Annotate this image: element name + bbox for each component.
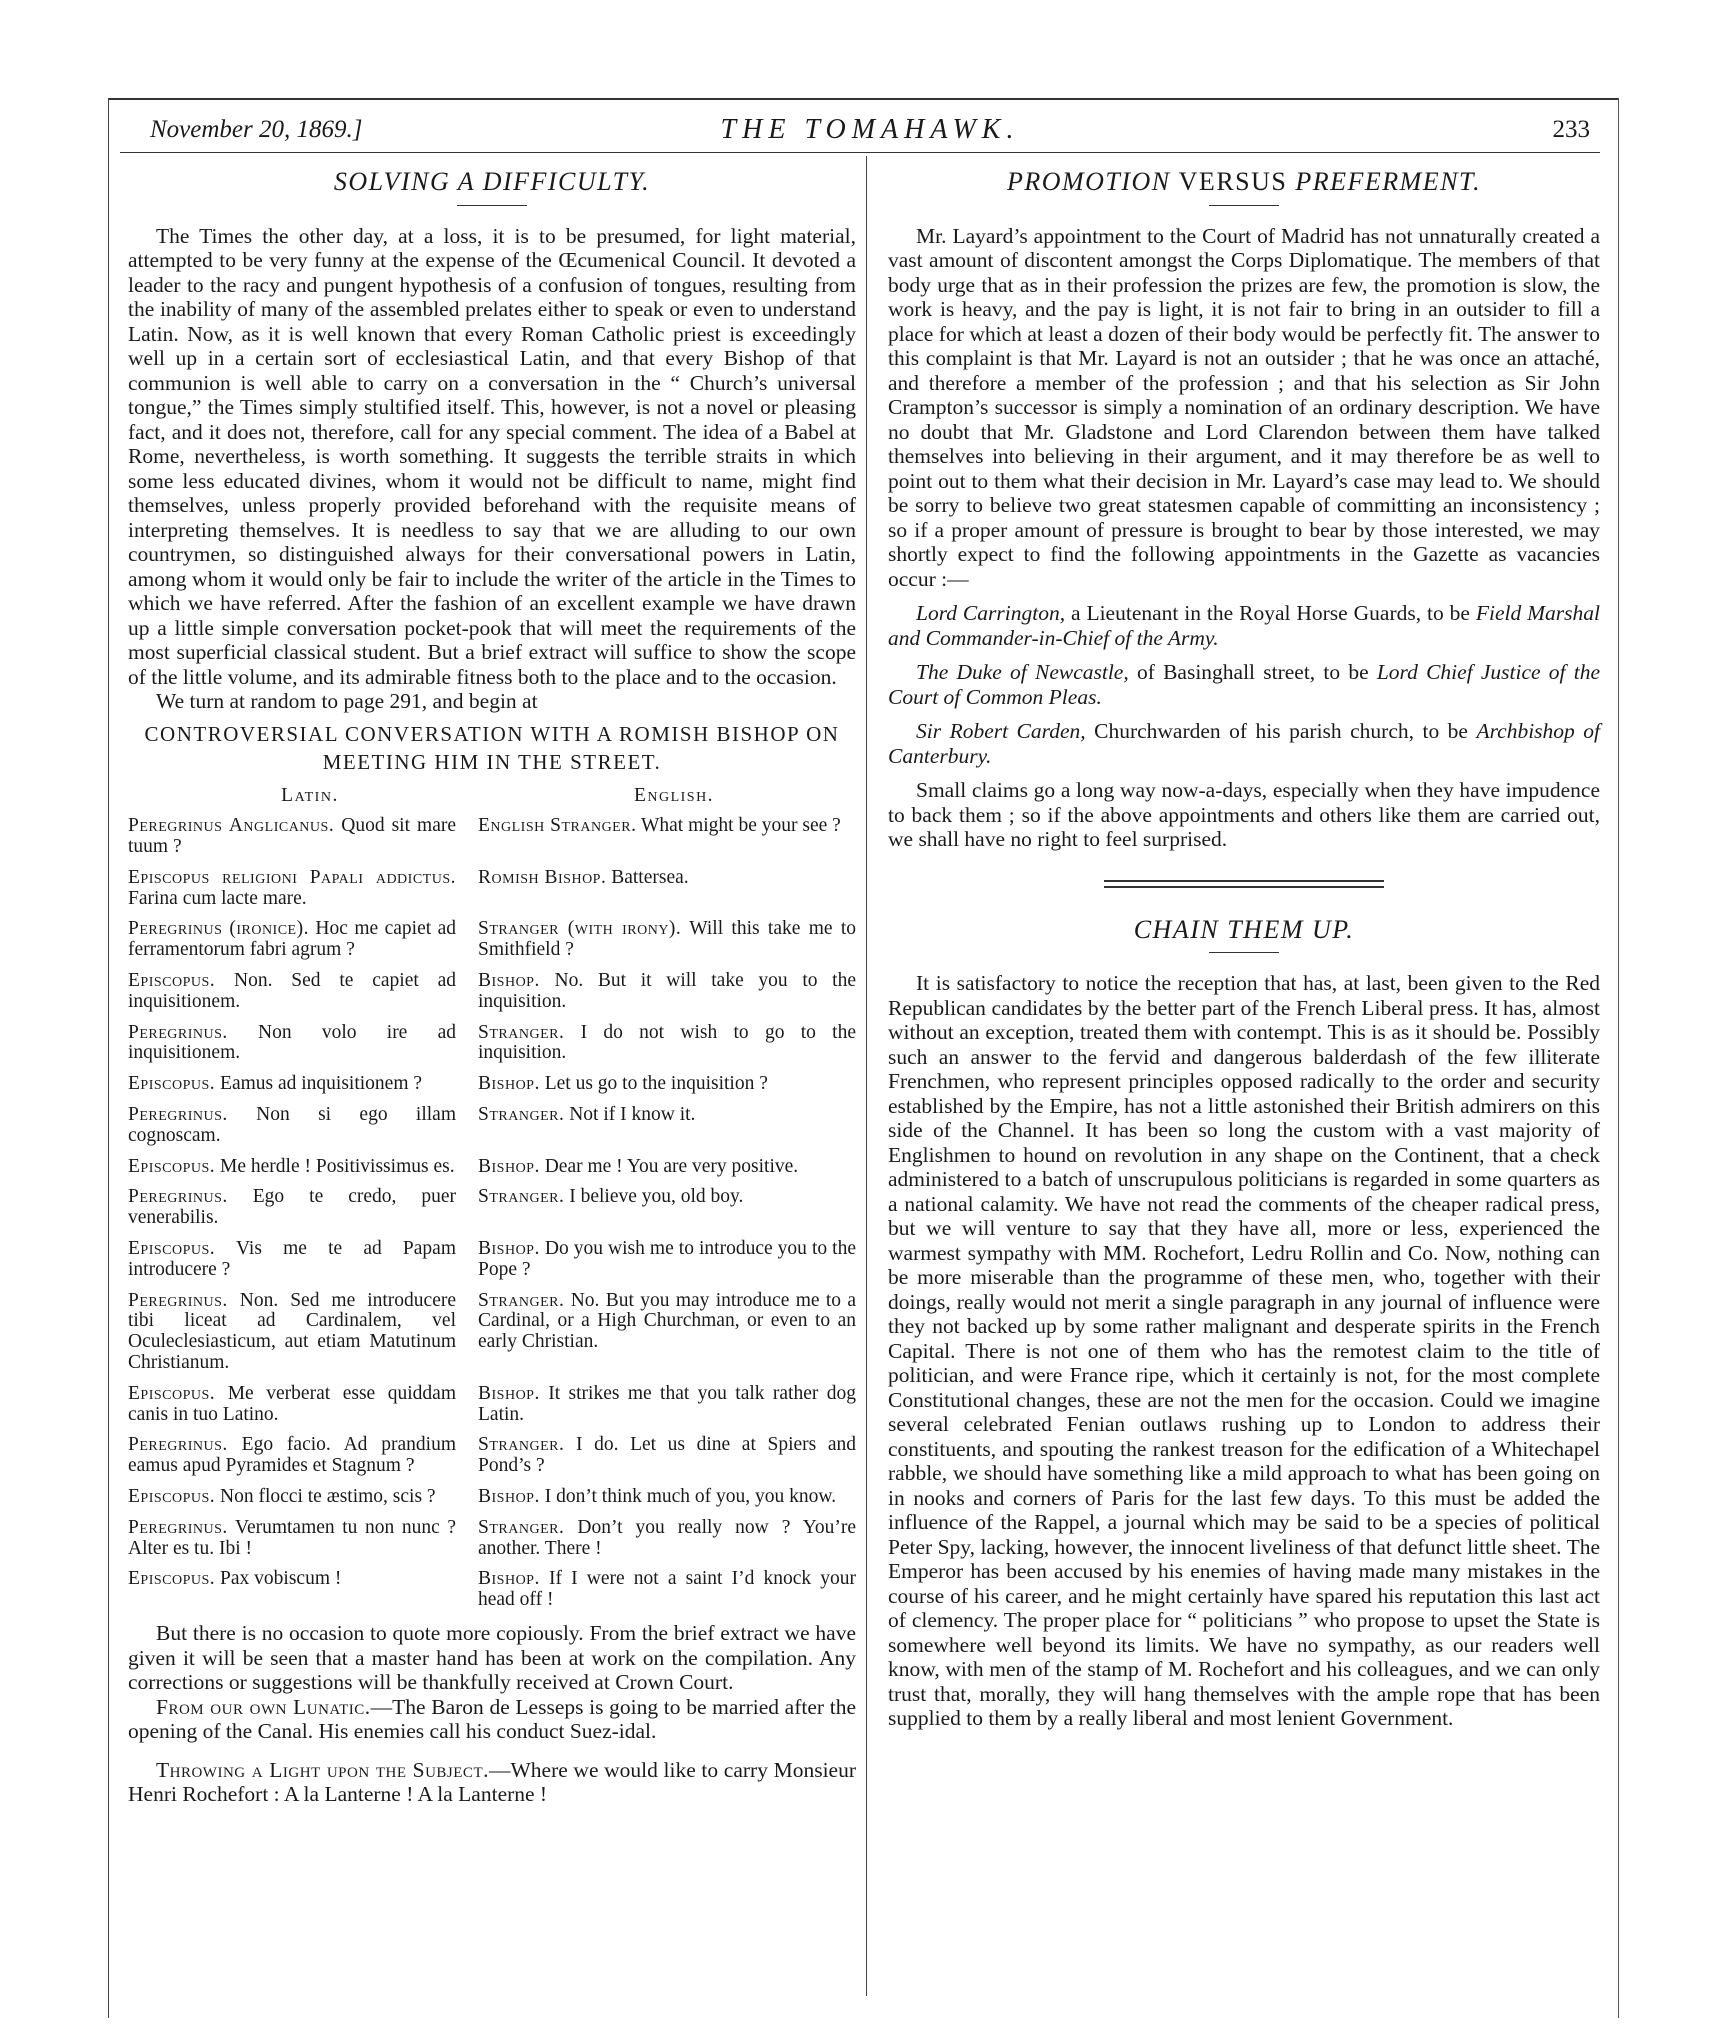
appointment-item bbox=[888, 601, 1600, 650]
title-rule bbox=[457, 205, 527, 206]
speech-english: I do. Let us dine at Spiers and Pond’s ? bbox=[478, 1434, 857, 1477]
dialogue-row bbox=[128, 1384, 856, 1426]
speaker-latin: Peregrinus. bbox=[128, 1434, 228, 1456]
speaker-english: Stranger. bbox=[478, 1434, 565, 1456]
speaker-english: Stranger. bbox=[478, 1021, 565, 1043]
article-body-turn: We turn at random to page 291, and begin at bbox=[156, 689, 538, 713]
speaker-english: Stranger (with irony). bbox=[478, 918, 682, 940]
english-line bbox=[478, 1518, 856, 1560]
appointee-name: The Duke of Newcastle, bbox=[916, 660, 1129, 684]
speaker-latin: Peregrinus. bbox=[128, 1186, 228, 1208]
speech-latin: Non flocci te æstimo, scis ? bbox=[220, 1486, 436, 1508]
english-line bbox=[478, 816, 856, 858]
speech-english: I do not wish to go to the inquisition. bbox=[478, 1021, 856, 1064]
speaker-english: Bishop. bbox=[478, 1238, 540, 1260]
page-border-left bbox=[108, 98, 109, 2018]
speaker-latin: Episcopus. bbox=[128, 970, 216, 992]
speech-latin: Pax vobiscum ! bbox=[220, 1568, 342, 1590]
speech-english: Will this take me to Smithfield ? bbox=[478, 918, 856, 961]
speech-english: No. But it will take you to the inquisition. bbox=[478, 970, 856, 1012]
latin-line bbox=[128, 1487, 478, 1508]
speaker-latin: Episcopus religioni Papali addictus. bbox=[128, 866, 456, 888]
dialogue-row bbox=[128, 1435, 856, 1477]
speaker-latin: Peregrinus. bbox=[128, 1104, 228, 1126]
latin-line bbox=[128, 1187, 478, 1229]
speaker-latin: Peregrinus. bbox=[128, 1516, 228, 1538]
page-border-right bbox=[1618, 98, 1619, 2018]
article-body: It is satisfactory to notice the reception that has, at last, been given to the Red Republican candidates by the better part of the French Liberal press. It has, almost without an exception, treated them with contempt. This is as it should be. Possibly such an answer to the fervid and dangerous balderdash of the few illiterate Frenchmen, who represent principles opposed radically to the order and security established by the Empire, has not a little astonished their British admirers on this side of the Channel. It has been so long the custom with a vast majority of Englishmen to hound on revolution in any shape on the Continent, that a check administered to a batch of unscrupulous politicians is regarded in some quarters as a national calamity. We have not read the comments of the cheaper radical press, but we will venture to say that they have all, more or less, experienced the warmest sympathy with MM. Rochefort, Ledru Rollin and Co. Now, nothing can be more miserable than the programme of these men, who, together with their doings, really would not merit a single paragraph in any journal of influence were they not backed up by some rather malignant and desperate spirits in the French Capital. There is not one of them who has the remotest claim to the title of politician, and were France ripe, which it certainly is not, for the most complete Constitutional changes, these are not the men for the occasion. Could we imagine several celebrated Fenian outlaws rushing up to London to address their constituents, and spouting the rankest treason for the edification of a Whitechapel rabble, we should have something like a mild approach to what has been going on in nooks and corners of Paris for the last few days. To this must be added the influence of the Rappel, a journal which may be said to be a species of political Peter Spy, lacking, however, the innocent liveliness of that defunct little sheet. The Emperor has been accused by his enemies of having made many mistakes in the course of his career, and he might certainly have spared his reputation this last act of clemency. The proper place for “ politicians ” who propose to upset the State is somewhere well beyond its limits. We have no sympathy, as our readers well know, with men of the stamp of M. Rochefort and his colleagues, and we can only trust that, morally, they will hang themselves with the ample rope that has been supplied to them by a really liberal and most lenient Government. bbox=[888, 971, 1600, 1730]
page-number: 233 bbox=[1552, 116, 1590, 143]
article-body: The Times the other day, at a loss, it is to be presumed, for light material, attempted to be very funny at the expense of the Œcumenical Council. It devoted a leader to the racy and pungent hypothesis of a confusion of tongues, resulting from the inability of many of the assembled prelates either to speak or even to understand Latin. Now, as it is well known that every Roman Catholic priest is exceedingly well up in a certain sort of ecclesiastical Latin, and that every Bishop of that communion is well able to carry on a conversation in the “ Church’s universal tongue,” the Times simply stultified itself. This, however, is not a novel or pleasing fact, and it does not, therefore, call for any special comment. The idea of a Babel at Rome, nevertheless, is worth something. It suggests the terrible straits in which some less educated divines, whom it would not be difficult to name, might find themselves, unless properly provided beforehand with the requisite means of interpreting themselves. It is needless to say that we are alluding to our own countrymen, so distinguished always for their conversational powers in Latin, among whom it would only be fair to include the writer of the article in the Times to which we have referred. After the fashion of an excellent example we have drawn up a little simple conversation pocket-pook that will meet the requirements of the most superficial classical student. But a brief extract will suffice to show the scope of the little volume, and its admirable fitness both to the place and to the occasion. bbox=[128, 223, 856, 689]
english-line bbox=[478, 1487, 856, 1508]
latin-line bbox=[128, 1518, 478, 1560]
latin-line bbox=[128, 816, 478, 858]
english-line bbox=[478, 1074, 856, 1095]
speaker-latin: Episcopus. bbox=[128, 1486, 216, 1508]
appointment-description: of Basinghall street, to be bbox=[1128, 660, 1377, 684]
speaker-latin: Episcopus. bbox=[128, 1568, 216, 1590]
dialogue-row bbox=[128, 1518, 856, 1560]
speech-latin: Non volo ire ad inquisitionem. bbox=[128, 1021, 456, 1064]
latin-line bbox=[128, 919, 478, 961]
english-line bbox=[478, 1023, 856, 1065]
latin-line bbox=[128, 868, 478, 910]
appointment-description: Churchwarden of his parish church, to be bbox=[1085, 719, 1477, 743]
speaker-latin: Peregrinus Anglicanus. bbox=[128, 815, 335, 837]
title-part: PROMOTION bbox=[1006, 167, 1171, 196]
paragraph-text: —The Baron de Lesseps is going to be married after the opening of the Canal. His enemies call his conduct Suez-idal. bbox=[128, 1694, 856, 1743]
english-line bbox=[478, 1105, 856, 1147]
article-title-solving-a-difficulty: SOLVING A DIFFICULTY. bbox=[333, 167, 651, 196]
appointment-item bbox=[888, 719, 1600, 768]
speech-latin: Me verberat esse quiddam canis in tuo Latino. bbox=[128, 1382, 456, 1425]
latin-line bbox=[128, 1074, 478, 1095]
latin-line bbox=[128, 1023, 478, 1065]
appointment-description: a Lieutenant in the Royal Horse Guards, to be bbox=[1065, 601, 1476, 625]
section-divider bbox=[1104, 880, 1384, 888]
speech-english: Let us go to the inquisition ? bbox=[544, 1073, 768, 1095]
speech-english: Not if I know it. bbox=[569, 1104, 696, 1126]
paragraph-text: —Where we would like to carry Monsieur Henri Rochefort : A la Lanterne ! A la Lanterne ! bbox=[128, 1757, 856, 1806]
speaker-english: Bishop. bbox=[478, 970, 540, 992]
english-line bbox=[478, 971, 856, 1013]
speaker-latin: Episcopus. bbox=[128, 1382, 216, 1404]
right-column bbox=[888, 160, 1600, 1731]
running-header bbox=[150, 112, 1590, 148]
title-rule bbox=[1209, 952, 1279, 953]
title-part: VERSUS bbox=[1178, 167, 1288, 196]
article-title-chain-them-up: CHAIN THEM UP. bbox=[1133, 914, 1355, 944]
speaker-english: Stranger. bbox=[478, 1186, 565, 1208]
speaker-english: Bishop. bbox=[478, 1382, 540, 1404]
publication-title: THE TOMAHAWK. bbox=[720, 114, 1020, 145]
english-line bbox=[478, 1569, 856, 1611]
appointments-list bbox=[888, 601, 1600, 768]
speech-english: What might be your see ? bbox=[640, 815, 841, 837]
speaker-english: Bishop. bbox=[478, 1568, 540, 1590]
appointment-post: Archbishop of Canterbury. bbox=[888, 719, 1600, 768]
speech-latin: Vis me te ad Papam introducere ? bbox=[128, 1238, 456, 1280]
speaker-english: Bishop. bbox=[478, 1073, 540, 1095]
speaker-english: Romish Bishop. bbox=[478, 866, 607, 888]
left-column bbox=[128, 160, 856, 1807]
english-line bbox=[478, 1435, 856, 1477]
speech-latin: Farina cum lacte mare. bbox=[128, 887, 307, 909]
english-line bbox=[478, 1187, 856, 1229]
dialogue-row bbox=[128, 1291, 856, 1374]
dialogue-row bbox=[128, 1157, 856, 1178]
english-line bbox=[478, 1239, 856, 1281]
speech-english: Do you wish me to introduce you to the Pope ? bbox=[478, 1238, 857, 1280]
latin-line bbox=[128, 1384, 478, 1426]
paragraph-lead: Throwing a Light upon the Subject. bbox=[156, 1757, 489, 1782]
latin-line bbox=[128, 1435, 478, 1477]
dialogue-row bbox=[128, 971, 856, 1013]
conversation-heading: CONTROVERSIAL CONVERSATION WITH A ROMISH BISHOP ON MEETING HIM IN THE STREET. bbox=[144, 721, 840, 774]
speech-latin: Quod sit mare tuum ? bbox=[128, 815, 457, 858]
appointment-post: Lord Chief Justice of the Court of Common Pleas. bbox=[888, 660, 1600, 709]
speech-latin: Verumtamen tu non nunc ? Alter es tu. Ibi ! bbox=[128, 1516, 456, 1559]
latin-line bbox=[128, 1105, 478, 1147]
dialogue-row bbox=[128, 1023, 856, 1065]
latin-line bbox=[128, 971, 478, 1013]
english-line bbox=[478, 1384, 856, 1426]
speech-latin: Me herdle ! Positivissimus es. bbox=[220, 1155, 455, 1177]
paragraph-lunatic bbox=[128, 1695, 856, 1744]
dialogue-table bbox=[128, 786, 856, 1612]
english-column-header: English. bbox=[633, 784, 715, 806]
dialogue-row bbox=[128, 919, 856, 961]
english-line bbox=[478, 919, 856, 961]
paragraph-light bbox=[128, 1758, 856, 1807]
speaker-latin: Peregrinus. bbox=[128, 1289, 228, 1311]
latin-column-header: Latin. bbox=[281, 784, 339, 806]
appointment-item bbox=[888, 660, 1600, 709]
article-closing: But there is no occasion to quote more copiously. From the brief extract we have given it will be seen that a master hand has been at work on the compilation. Any corrections or suggestions will be thankfully received at Crown Court. bbox=[128, 1621, 856, 1694]
english-line bbox=[478, 868, 856, 910]
appointee-name: Sir Robert Carden, bbox=[916, 719, 1086, 743]
dialogue-header bbox=[128, 786, 856, 807]
speech-latin: Non. Sed te capiet ad inquisitionem. bbox=[128, 970, 456, 1012]
speech-english: If I were not a saint I’d knock your head off ! bbox=[478, 1568, 857, 1611]
dialogue-rows bbox=[128, 816, 856, 1611]
speech-english: Battersea. bbox=[611, 866, 689, 888]
speech-english: It strikes me that you talk rather dog Latin. bbox=[478, 1382, 857, 1425]
speech-english: Dear me ! You are very positive. bbox=[544, 1155, 799, 1177]
dialogue-row bbox=[128, 1187, 856, 1229]
speaker-english: Stranger. bbox=[478, 1104, 565, 1126]
page-border-top bbox=[108, 98, 1618, 100]
dialogue-row bbox=[128, 1569, 856, 1611]
speech-english: I don’t think much of you, you know. bbox=[544, 1486, 837, 1508]
article-body: Mr. Layard’s appointment to the Court of Madrid has not unnaturally created a vast amount of discontent amongst the Corps Diplomatique. The members of that body urge that as in their profession the prizes are few, the promotion is slow, the work is heavy, and the pay is light, it is not fair to bring in an outsider to fill a place for which at least a dozen of their body would be perfectly fit. The answer to this complaint is that Mr. Layard is not an outsider ; that he was once an attaché, and therefore a member of the profession ; and that his selection as Sir John Crampton’s successor is simply a nomination of an ordinary description. We have no doubt that Mr. Gladstone and Lord Clarendon between them have talked themselves into believing in their argument, and it may therefore be as well to point out to them what their decision in Mr. Layard’s case may lead to. We should be sorry to believe two great statesmen capable of committing an inconsistency ; so if a proper amount of pressure is brought to bear by those interested, we may shortly expect to find the following appointments in the Gazette as vacancies occur :— bbox=[888, 223, 1600, 591]
speaker-latin: Episcopus. bbox=[128, 1155, 216, 1177]
speech-latin: Non. Sed me introducere tibi liceat ad Cardinalem, vel Oculeclesiasticum, aut etiam Matutinum Christianum. bbox=[128, 1289, 457, 1374]
speaker-latin: Episcopus. bbox=[128, 1073, 216, 1095]
dialogue-row bbox=[128, 1239, 856, 1281]
speaker-english: Stranger. bbox=[478, 1516, 565, 1538]
dialogue-row bbox=[128, 868, 856, 910]
article-title-promotion-versus-preferment bbox=[888, 167, 1600, 196]
appointee-name: Lord Carrington, bbox=[916, 601, 1066, 625]
speaker-latin: Episcopus. bbox=[128, 1238, 216, 1260]
issue-date: November 20, 1869.] bbox=[150, 116, 363, 143]
speaker-latin: Peregrinus (ironice). bbox=[128, 918, 309, 940]
title-part: PREFERMENT. bbox=[1295, 167, 1482, 196]
speaker-english: Bishop. bbox=[478, 1155, 540, 1177]
dialogue-row bbox=[128, 1074, 856, 1095]
latin-line bbox=[128, 1157, 478, 1178]
dialogue-row bbox=[128, 816, 856, 858]
dialogue-row bbox=[128, 1487, 856, 1508]
speaker-english: Stranger. bbox=[478, 1289, 565, 1311]
speech-latin: Eamus ad inquisitionem ? bbox=[220, 1073, 423, 1095]
latin-line bbox=[128, 1569, 478, 1611]
speech-english: Don’t you really now ? You’re another. There ! bbox=[478, 1516, 856, 1559]
dialogue-row bbox=[128, 1105, 856, 1147]
english-line bbox=[478, 1291, 856, 1374]
latin-line bbox=[128, 1291, 478, 1374]
speaker-english: Bishop. bbox=[478, 1486, 540, 1508]
speaker-latin: Peregrinus. bbox=[128, 1021, 228, 1043]
speech-english: No. But you may introduce me to a Cardinal, or a High Churchman, or even to an early Christian. bbox=[478, 1289, 857, 1353]
speaker-english: English Stranger. bbox=[478, 815, 637, 837]
column-rule bbox=[866, 156, 867, 1996]
speech-latin: Non si ego illam cognoscam. bbox=[128, 1104, 457, 1146]
header-rule bbox=[120, 152, 1600, 153]
speech-latin: Ego te credo, puer venerabilis. bbox=[128, 1186, 457, 1229]
latin-line bbox=[128, 1239, 478, 1281]
english-line bbox=[478, 1157, 856, 1178]
speech-english: I believe you, old boy. bbox=[569, 1186, 744, 1208]
title-rule bbox=[1209, 205, 1279, 206]
speech-latin: Ego facio. Ad prandium eamus apud Pyramides et Stagnum ? bbox=[128, 1434, 457, 1477]
paragraph-lead: From our own Lunatic. bbox=[156, 1694, 371, 1719]
appointment-post: Field Marshal and Commander-in-Chief of the Army. bbox=[888, 601, 1600, 650]
article-closing: Small claims go a long way now-a-days, especially when they have impudence to back them ; so if the above appointments and others like them are carried out, we shall have no right to feel surprised. bbox=[888, 778, 1600, 851]
speech-latin: Hoc me capiet ad ferramentorum fabri agrum ? bbox=[128, 918, 456, 961]
